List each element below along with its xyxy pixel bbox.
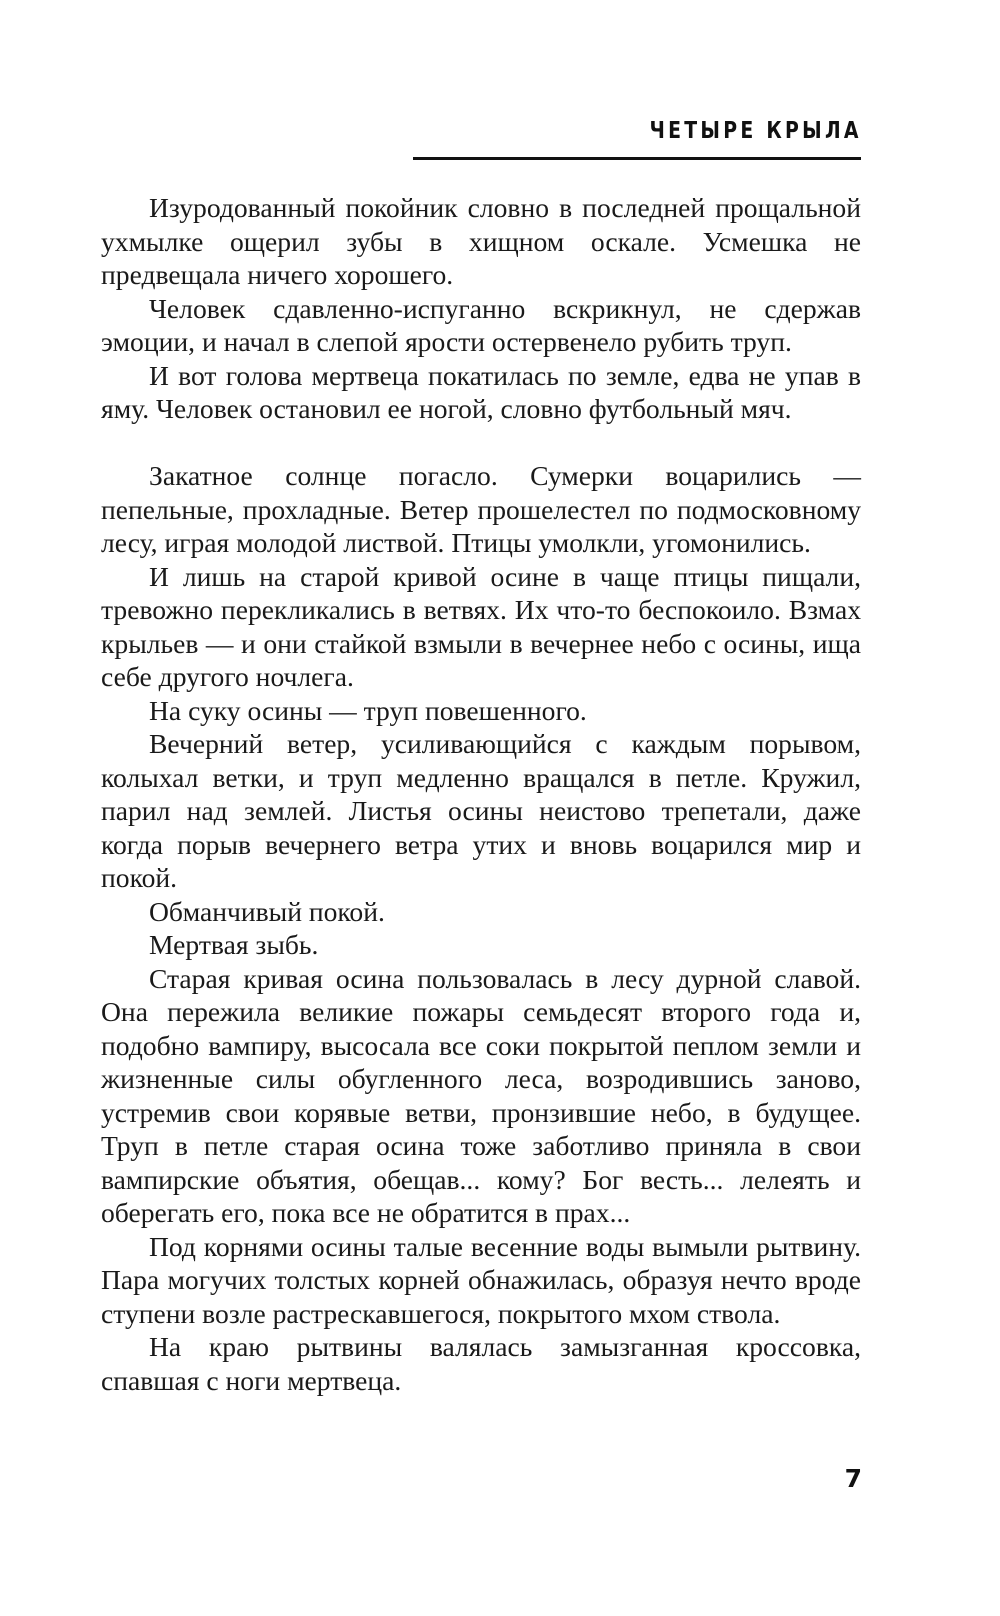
paragraph: Мертвая зыбь. xyxy=(149,929,319,960)
paragraph: И вот голова мертвеца покатилась по земле, едва не упав в яму. Человек остановил ее ногой, словно футбольный мяч. xyxy=(101,359,861,424)
page-number: 7 xyxy=(844,1464,862,1493)
paragraph: Под корнями осины талые весенние воды вымыли рытвину. Пара могучих толстых корней обнажилась, образуя нечто вроде ступени возле растрескавшегося, покрытого мхом ствола. xyxy=(101,1230,861,1329)
paragraph: И лишь на старой кривой осине в чаще птицы пищали, тревожно перекликались в ветвях. Их что-то беспокоило. Взмах крыльев — и они стайкой взмыли в вечернее небо с осины, ища себе другого ночлега. xyxy=(101,560,861,692)
paragraph: Обманчивый покой. xyxy=(149,895,385,927)
paragraph: На краю рытвины валялась замызганная кроссовка, спавшая с ноги мертвеца. xyxy=(101,1331,861,1396)
paragraph: Человек сдавленно-испуганно вскрикнул, не сдержав эмоции, и начал в слепой ярости остервенело рубить труп. xyxy=(101,292,861,357)
header-rule xyxy=(413,157,861,160)
running-head: ЧЕТЫРЕ КРЫЛА xyxy=(649,118,862,144)
paragraph: Старая кривая осина пользовалась в лесу дурной славой. Она пережила великие пожары семьдесят второго года и, подобно вампиру, высосала все соки покрытой пеплом земли и жизненные силы обугленного леса, возродившись заново, устремив свои корявые ветви, пронзившие небо, в будущее. Труп в петле старая осина тоже заботливо приняла в свои вампирские объятия, обещав... кому? Бог весть... лелеять и оберегать его, пока все не обратится в прах... xyxy=(101,962,861,1228)
paragraph: Изуродованный покойник словно в последней прощальной ухмылке ощерил зубы в хищном оскале. Усмешка не предвещала ничего хорошего. xyxy=(101,192,861,290)
paragraph: Закатное солнце погасло. Сумерки воцарились — пепельные, прохладные. Ветер прошелестел по подмосковному лесу, играя молодой листвой. Птицы умолкли, угомонились. xyxy=(101,460,861,558)
paragraph: Вечерний ветер, усиливающийся с каждым порывом, колыхал ветки, и труп медленно вращался в петле. Кружил, парил над землей. Листья осины неистово трепетали, даже когда порыв вечернего ветра утих и вновь воцарился мир и покой. xyxy=(101,728,861,893)
body-text xyxy=(101,191,861,1397)
paragraph: На суку осины — труп повешенного. xyxy=(149,694,587,726)
